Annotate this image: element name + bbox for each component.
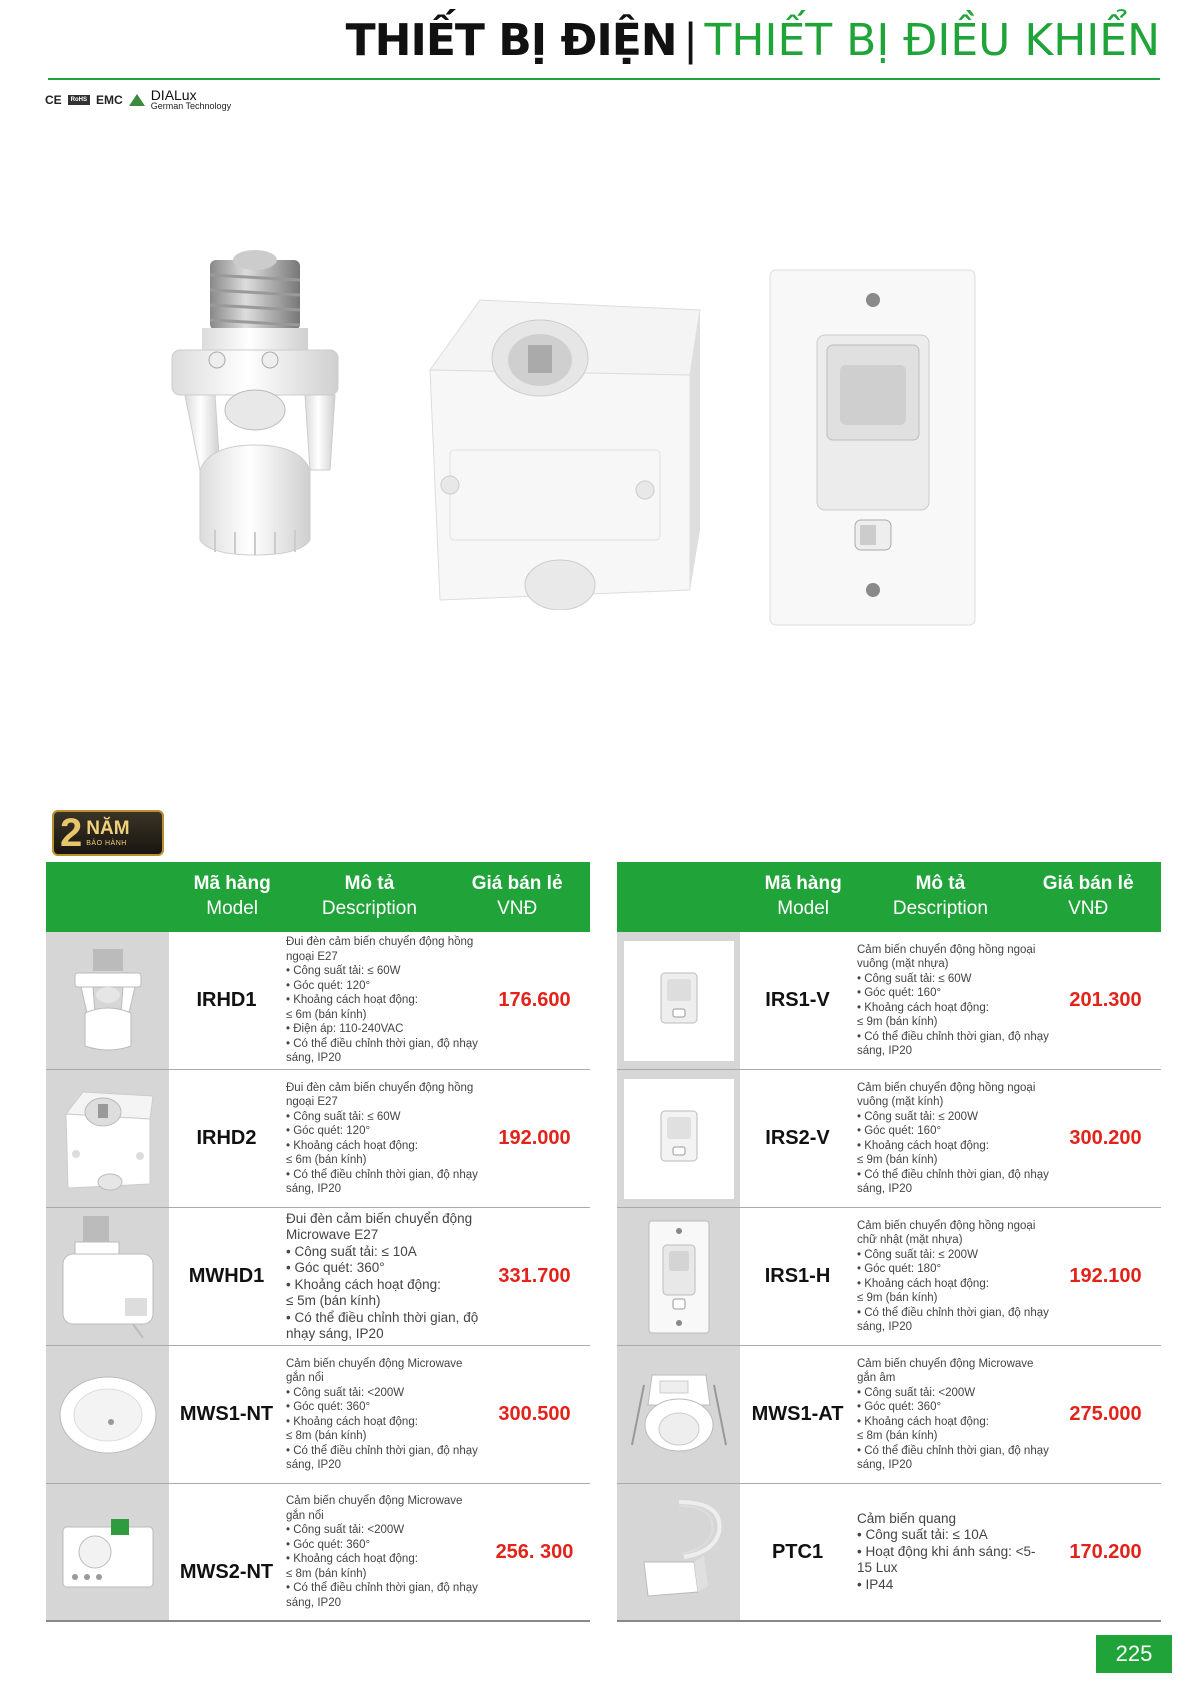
table-row	[46, 932, 590, 1070]
table-row	[617, 1346, 1161, 1484]
dialux-triangle-icon	[129, 94, 145, 106]
header-desc-en: Description	[892, 898, 988, 919]
e27-socket-sensor-image	[160, 240, 370, 610]
product-description: Cảm biến quang • Công suất tải: ≤ 10A • Hoạt động khi ánh sáng: <5-15 Lux • IP44	[857, 1510, 1036, 1592]
product-price: 176.600	[498, 989, 571, 1011]
header-price-en: VNĐ	[497, 898, 538, 919]
header-model	[170, 862, 295, 932]
e27-socket-sensor-icon	[63, 941, 153, 1061]
thumbnail-frame	[624, 1079, 734, 1199]
photocell-sensor-icon	[624, 1492, 734, 1612]
emc-logo-icon: EMC	[96, 92, 123, 107]
header-price	[1015, 862, 1161, 932]
product-model: MWS1-AT	[751, 1403, 844, 1425]
product-model: PTC1	[771, 1540, 824, 1563]
header-price-en: VNĐ	[1068, 898, 1109, 919]
square-wall-sensor-icon	[639, 961, 719, 1041]
dialux-logo	[151, 88, 231, 111]
product-model: MWHD1	[188, 1265, 265, 1287]
square-glass-sensor-icon	[639, 1099, 719, 1179]
product-price: 331.700	[498, 1265, 571, 1287]
table-row	[46, 1484, 590, 1622]
product-price: 201.300	[1069, 989, 1142, 1011]
thumbnail-frame	[624, 941, 734, 1061]
header-price-vi: Giá bán lẻ	[471, 873, 563, 895]
wall-plate-sensor-image	[765, 265, 980, 630]
product-model: IRHD1	[196, 989, 257, 1011]
page-header	[40, 12, 1160, 82]
header-model	[741, 862, 866, 932]
box-socket-sensor-image	[410, 290, 710, 610]
warranty-label: BẢO HÀNH	[86, 840, 127, 847]
product-description: Cảm biến chuyển động Microwave gắn nổi • Công suất tải: <200W • Góc quét: 360° • Khoảng cách hoạt động: ≤ 8m (bán kính) • Có thể điều chỉnh thời gian, độ nhạy sáng, IP20	[286, 1495, 478, 1609]
product-thumbnail	[46, 1484, 169, 1620]
title-separator: |	[684, 13, 697, 65]
hero-product-images	[0, 240, 1200, 660]
product-model: MWS2-NT	[179, 1561, 274, 1583]
header-desc-en: Description	[321, 898, 417, 919]
table-row	[617, 1208, 1161, 1346]
product-description: Đui đèn cảm biến chuyển động hồng ngoại E27 • Công suất tải: ≤ 60W • Góc quét: 120° • Khoảng cách hoạt động: ≤ 6m (bán kính) • Điện áp: 110-240VAC • Có thể điều chỉnh thời gian, độ nhạy sáng, IP20	[286, 936, 478, 1065]
product-thumbnail	[46, 1208, 169, 1345]
box-socket-sensor-icon	[58, 1084, 158, 1194]
page-number: 225	[1096, 1635, 1172, 1673]
product-model: IRS1-V	[765, 989, 830, 1011]
rohs-logo-icon: RoHS	[68, 95, 90, 105]
product-description: Đui đèn cảm biến chuyển động Microwave E27 • Công suất tải: ≤ 10A • Góc quét: 360° • Khoảng cách hoạt động: ≤ 5m (bán kính) • Có thể điều chỉnh thời gian, độ nhạy sáng, IP20	[286, 1210, 479, 1341]
page-title	[346, 12, 1160, 66]
product-model: IRS2-V	[765, 1127, 830, 1149]
header-model-en: Model	[777, 898, 830, 919]
header-description	[295, 862, 445, 932]
product-price: 275.000	[1069, 1403, 1142, 1425]
table-row	[617, 932, 1161, 1070]
table-row	[617, 1070, 1161, 1208]
warranty-unit: NĂM	[86, 818, 130, 839]
round-ceiling-sensor-icon	[53, 1360, 163, 1470]
product-thumbnail	[617, 1208, 740, 1345]
product-description: Đui đèn cảm biến chuyển động hồng ngoại E27 • Công suất tải: ≤ 60W • Góc quét: 120° • Khoảng cách hoạt động: ≤ 6m (bán kính) • Có thể điều chỉnh thời gian, độ nhạy sáng, IP20	[286, 1081, 478, 1195]
product-model: IRS1-H	[764, 1265, 831, 1287]
product-thumbnail	[46, 1070, 169, 1207]
product-price: 192.100	[1069, 1265, 1142, 1287]
product-thumbnail	[46, 932, 169, 1069]
product-thumbnail	[617, 1070, 740, 1207]
table-row	[617, 1484, 1161, 1622]
table-header	[46, 862, 590, 932]
table-header-image-col	[47, 862, 170, 932]
product-description: Cảm biến chuyển động hồng ngoại chữ nhật (mặt nhựa) • Công suất tải: ≤ 200W • Góc quét: 180° • Khoảng cách hoạt động: ≤ 9m (bán kính) • Có thể điều chỉnh thời gian, độ nhạy sáng, IP20	[857, 1219, 1049, 1333]
product-description: Cảm biến chuyển động hồng ngoại vuông (mặt nhựa) • Công suất tải: ≤ 60W • Góc quét: 160° • Khoảng cách hoạt động: ≤ 9m (bán kính) • Có thể điều chỉnh thời gian, độ nhạy sáng, IP20	[857, 943, 1049, 1057]
header-desc-vi: Mô tả	[915, 873, 966, 895]
table-header	[617, 862, 1161, 932]
product-model: MWS1-NT	[179, 1403, 274, 1425]
product-description: Cảm biến chuyển động Microwave gắn âm • Công suất tải: <200W • Góc quét: 360° • Khoảng cách hoạt động: ≤ 8m (bán kính) • Có thể điều chỉnh thời gian, độ nhạy sáng, IP20	[857, 1357, 1049, 1471]
header-desc-vi: Mô tả	[344, 873, 395, 895]
ce-mark-icon: CE	[45, 92, 62, 107]
product-price: 300.200	[1069, 1127, 1142, 1149]
title-subcategory: THIẾT BỊ ĐIỀU KHIỂN	[704, 15, 1160, 66]
product-price: 192.000	[498, 1127, 571, 1149]
header-description	[866, 862, 1016, 932]
dialux-subtitle: German Technology	[150, 101, 232, 111]
title-category: THIẾT BỊ ĐIỆN	[345, 15, 677, 66]
product-table-left	[46, 862, 590, 1622]
recessed-sensor-icon	[624, 1355, 734, 1475]
header-model-vi: Mã hàng	[193, 873, 271, 895]
product-thumbnail	[617, 932, 740, 1069]
product-model: IRHD2	[196, 1127, 257, 1149]
product-description: Cảm biến chuyển động Microwave gắn nổi • Công suất tải: <200W • Góc quét: 360° • Khoảng cách hoạt động: ≤ 8m (bán kính) • Có thể điều chỉnh thời gian, độ nhạy sáng, IP20	[286, 1357, 478, 1471]
product-thumbnail	[617, 1346, 740, 1483]
module-sensor-icon	[53, 1497, 163, 1607]
certification-logos	[45, 88, 231, 111]
product-thumbnail	[617, 1484, 740, 1620]
table-header-image-col	[618, 862, 741, 932]
warranty-text	[86, 819, 129, 847]
microwave-socket-icon	[53, 1212, 163, 1342]
table-row	[46, 1346, 590, 1484]
header-model-en: Model	[206, 898, 259, 919]
warranty-years: 2	[60, 811, 83, 855]
warranty-badge	[52, 810, 164, 856]
dialux-title: DIALux	[150, 87, 197, 103]
header-divider	[48, 78, 1160, 80]
product-thumbnail	[46, 1346, 169, 1483]
product-price: 170.200	[1069, 1540, 1142, 1563]
header-price	[444, 862, 590, 932]
product-description: Cảm biến chuyển động hồng ngoại vuông (mặt kính) • Công suất tải: ≤ 200W • Góc quét: 160° • Khoảng cách hoạt động: ≤ 9m (bán kính) • Có thể điều chỉnh thời gian, độ nhạy sáng, IP20	[857, 1081, 1049, 1195]
product-table-right	[617, 862, 1161, 1622]
product-price: 256. 300	[495, 1540, 574, 1563]
header-price-vi: Giá bán lẻ	[1042, 873, 1134, 895]
table-row	[46, 1208, 590, 1346]
table-row	[46, 1070, 590, 1208]
header-model-vi: Mã hàng	[764, 873, 842, 895]
rect-wall-sensor-icon	[639, 1217, 719, 1337]
product-price: 300.500	[498, 1403, 571, 1425]
